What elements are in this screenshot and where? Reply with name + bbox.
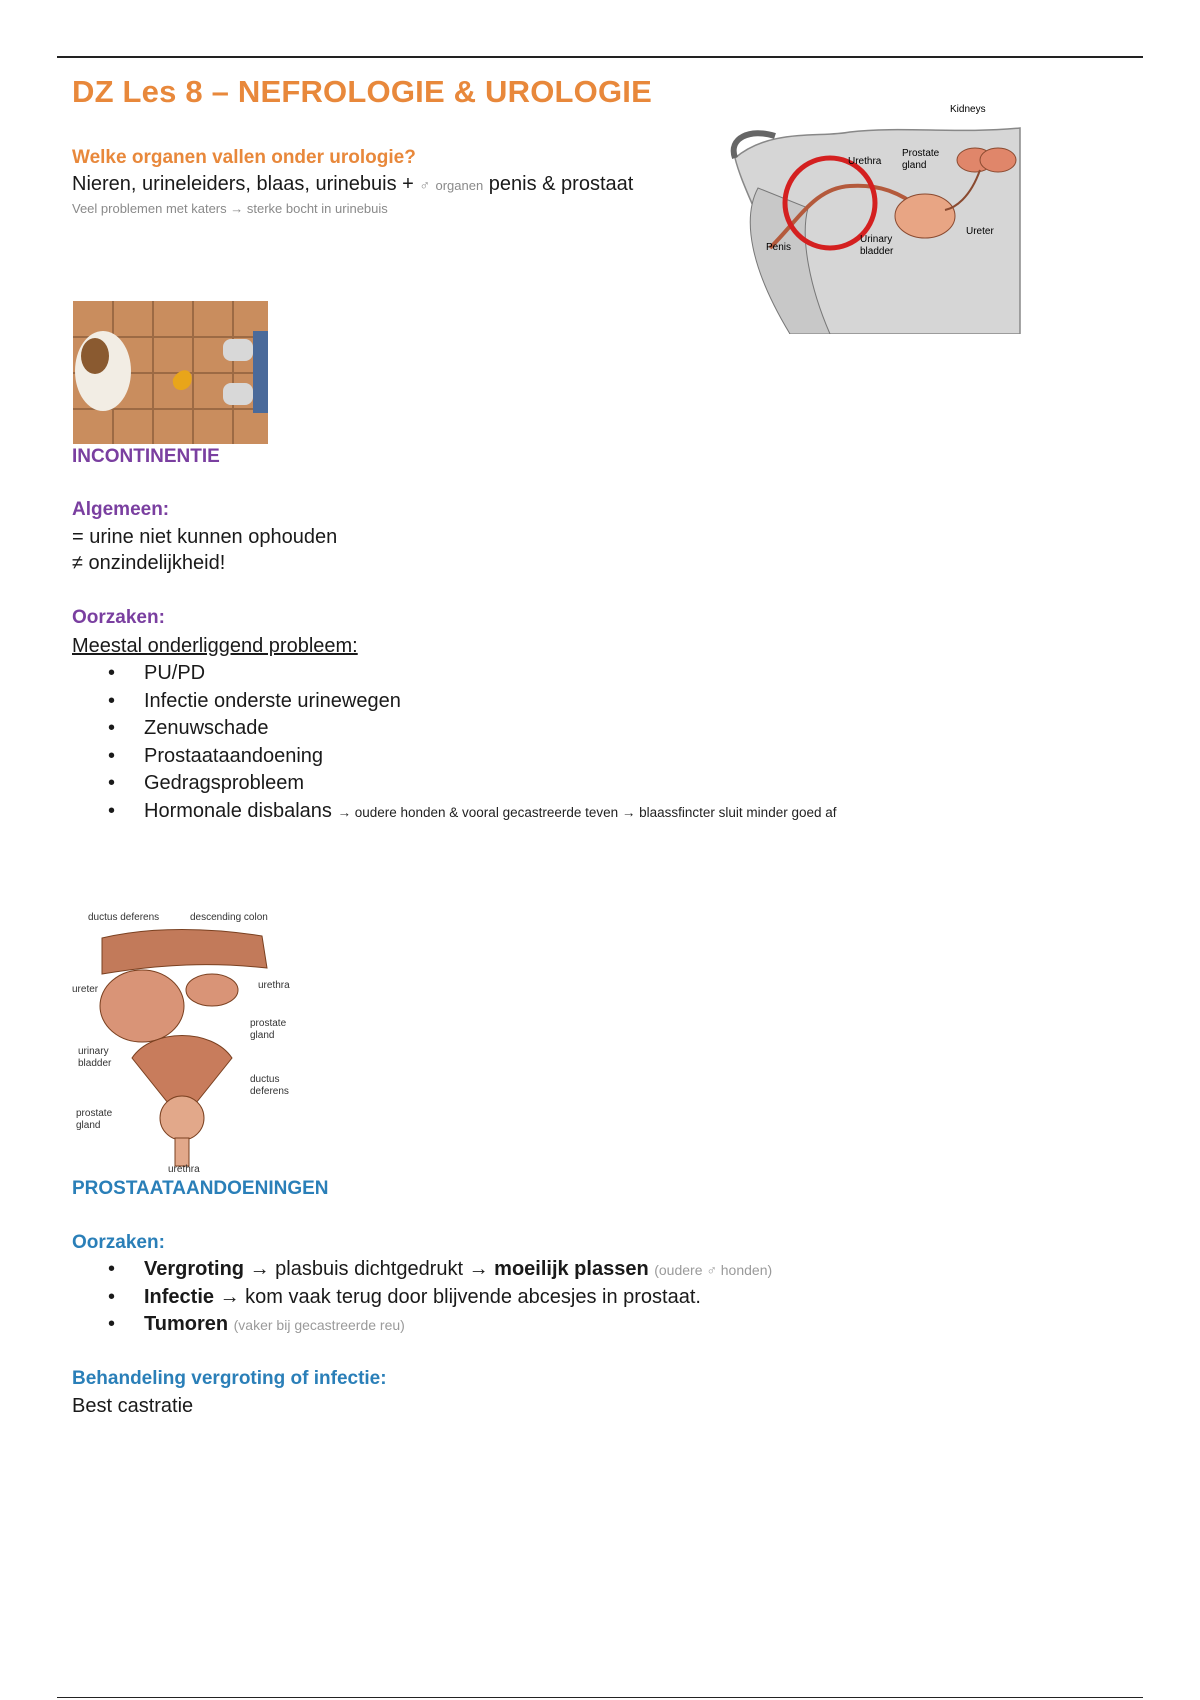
prostate-causes-list (72, 1256, 772, 1339)
prostate-anatomy-diagram (72, 908, 302, 1173)
label-ductus-r2: deferens (250, 1086, 289, 1097)
cat-urinary-diagram (730, 98, 1030, 334)
feet-right (223, 383, 253, 405)
list-item: • Infectie → kom vaak terug door blijvende abcesjes in prostaat. (108, 1285, 701, 1308)
treatment-label: Behandeling vergroting of infectie: (72, 1368, 387, 1389)
prostate-heading: PROSTAATAANDOENINGEN (72, 1178, 329, 1199)
top-rule (57, 56, 1143, 58)
label-urethra: Urethra (848, 156, 882, 167)
tumor-note: (vaker bij gecastreerde reu) (233, 1317, 405, 1333)
prostate-causes-label: Oorzaken: (72, 1232, 165, 1253)
page-title: DZ Les 8 – NEFROLOGIE & UROLOGIE (72, 74, 652, 109)
kidney-right (980, 148, 1016, 172)
answer-small: organen (435, 178, 484, 193)
label-ureter-p: ureter (72, 984, 99, 995)
list-item: • Infectie onderste urinewegen (108, 689, 401, 712)
label-urethra-r: urethra (258, 980, 290, 991)
label-bladder-2: bladder (78, 1058, 112, 1069)
answer-end: penis & prostaat (488, 173, 634, 195)
list-item: • Zenuwschade (108, 717, 269, 739)
label-ureter: Ureter (966, 226, 994, 237)
treatment-text: Best castratie (72, 1395, 194, 1417)
male-symbol: ♂ (419, 177, 430, 193)
label-bladder-1: urinary (78, 1046, 109, 1057)
answer-main: Nieren, urineleiders, blaas, urinebuis + (72, 173, 414, 195)
label-bladder: bladder (860, 246, 894, 257)
incontinence-causes-list (72, 660, 837, 825)
underlying-problem: Meestal onderliggend probleem: (72, 635, 358, 657)
label-prostate: Prostate (902, 148, 940, 159)
hormonal-note: → oudere honden & vooral gecastreerde teven → blaassfincter sluit minder goed af (337, 804, 837, 820)
label-urethra-b: urethra (168, 1164, 200, 1173)
colon-shape (102, 930, 267, 975)
label-prostate-l2: gland (76, 1120, 101, 1131)
incontinence-heading: INCONTINENTIE (72, 446, 220, 467)
list-item: • Prostaataandoening (108, 744, 324, 767)
list-item: • Vergroting → plasbuis dichtgedrukt → moeilijk plassen (oudere ♂ honden) (108, 1258, 773, 1280)
definition-1: = urine niet kunnen ophouden (72, 526, 338, 548)
general-label: Algemeen: (72, 499, 170, 520)
label-prostate-r1: prostate (250, 1018, 287, 1029)
label-gland: gland (902, 160, 927, 171)
bladder-shape (895, 194, 955, 238)
bladder-organ (100, 970, 184, 1042)
list-item: • Gedragsprobleem (108, 772, 305, 794)
label-urinary: Urinary (860, 234, 893, 245)
dog-puddle-photo (73, 301, 268, 444)
urology-question: Welke organen vallen onder urologie? (72, 147, 416, 168)
enlargement-note: (oudere ♂ honden) (654, 1262, 773, 1278)
list-item: • Tumoren (vaker bij gecastreerde reu) (108, 1313, 405, 1335)
label-colon: descending colon (190, 912, 268, 923)
label-prostate-r2: gland (250, 1030, 275, 1041)
prostate-organ (186, 974, 238, 1006)
prostate-lower (160, 1096, 204, 1140)
list-item: • PU/PD (108, 662, 206, 684)
bottom-rule (57, 1697, 1143, 1698)
definition-2: ≠ onzindelijkheid! (72, 552, 226, 574)
label-ductus-r1: ductus (250, 1074, 280, 1085)
label-ductus-top: ductus deferens (88, 912, 160, 923)
urology-answer (72, 173, 633, 196)
causes-label: Oorzaken: (72, 607, 165, 628)
urology-note: Veel problemen met katers → sterke bocht in urinebuis (72, 201, 388, 216)
label-prostate-l1: prostate (76, 1108, 113, 1119)
label-kidneys: Kidneys (950, 104, 986, 115)
list-item: • Hormonale disbalans → oudere honden & vooral gecastreerde teven → blaassfincter sluit minder goed af (108, 799, 837, 822)
feet-left (223, 339, 253, 361)
label-penis: Penis (766, 242, 792, 253)
